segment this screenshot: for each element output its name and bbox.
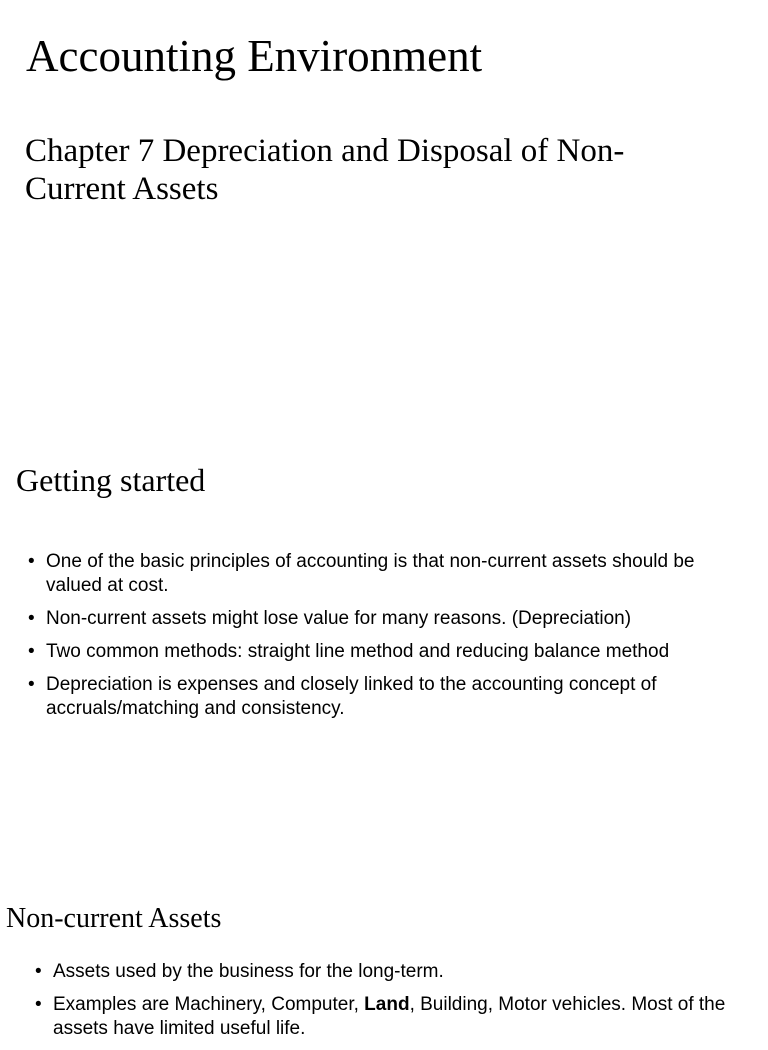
- slide-heading: Non-current Assets: [6, 903, 222, 934]
- list-item: [35, 960, 735, 984]
- bullet-list: [28, 550, 754, 730]
- bullet-text: Two common methods: straight line method and reducing balance method: [46, 641, 670, 662]
- bold-term: Land: [364, 994, 410, 1015]
- bullet-text-part: , Building, Motor vehicles. Most of the assets have limited useful life.: [53, 994, 726, 1039]
- bullet-icon: •: [35, 961, 42, 982]
- slide-heading: Getting started: [16, 462, 206, 498]
- title-slide: [0, 0, 768, 420]
- bullet-icon: •: [28, 551, 35, 572]
- bullet-text: Assets used by the business for the long-term.: [53, 961, 444, 982]
- presentation-title: Accounting Environment: [26, 31, 483, 81]
- bullet-icon: •: [28, 674, 35, 695]
- list-item: [35, 993, 735, 1041]
- list-item: [28, 607, 754, 631]
- bullet-text-part: Examples are Machinery, Computer,: [53, 994, 365, 1015]
- list-item: [28, 673, 754, 721]
- bullet-text: [53, 994, 725, 1039]
- bullet-text: Non-current assets might lose value for many reasons. (Depreciation): [46, 608, 632, 629]
- bullet-text: One of the basic principles of accounting is that non-current assets should be valued at cost.: [46, 551, 695, 596]
- chapter-subtitle: Chapter 7 Depreciation and Disposal of Non-Current Assets: [25, 133, 625, 207]
- non-current-assets-slide: [0, 880, 768, 1039]
- bullet-text: Depreciation is expenses and closely linked to the accounting concept of accruals/matching and consistency.: [46, 674, 657, 719]
- getting-started-slide: [0, 440, 768, 860]
- bullet-list: [35, 960, 735, 1050]
- list-item: [28, 550, 754, 598]
- bullet-icon: •: [35, 994, 42, 1015]
- bullet-icon: •: [28, 641, 35, 662]
- bullet-icon: •: [28, 608, 35, 629]
- list-item: [28, 640, 754, 664]
